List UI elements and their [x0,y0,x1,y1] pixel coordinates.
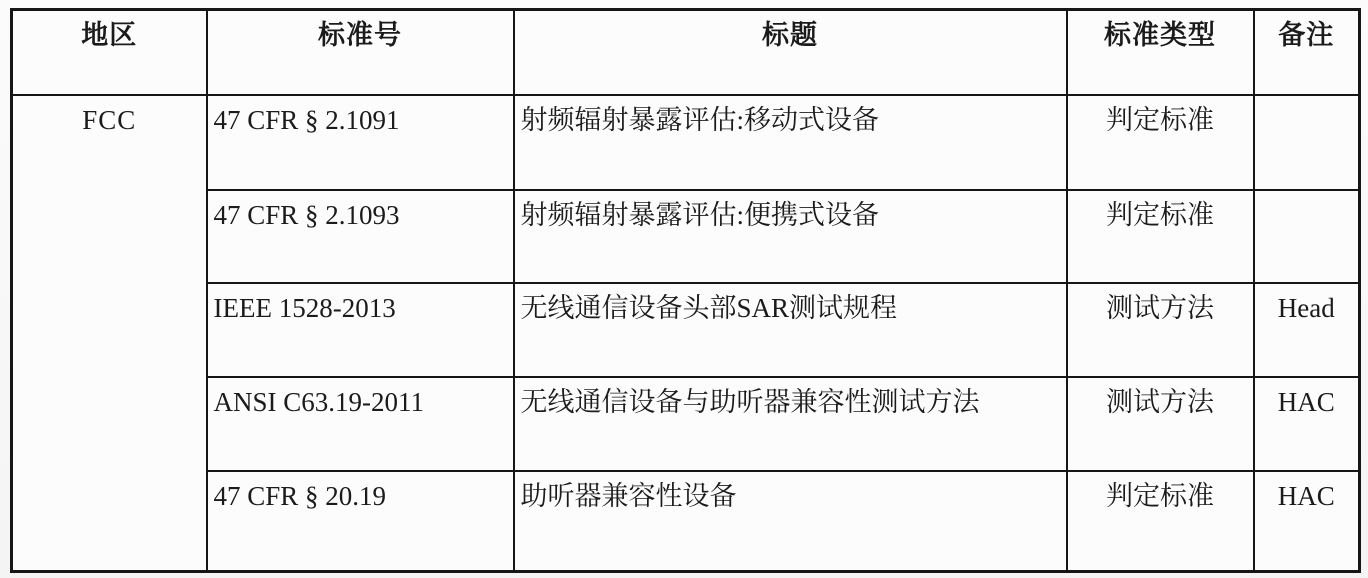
remark-cell [1254,190,1360,283]
standard-number-cell: 47 CFR § 2.1093 [207,190,514,283]
header-remark: 备注 [1254,10,1360,95]
standard-type-cell: 判定标准 [1067,190,1254,283]
remark-cell [1254,95,1360,190]
table-row [12,471,1360,572]
standard-type-cell: 测试方法 [1067,377,1254,471]
table-header-row [12,10,1360,95]
title-cell: 射频辐射暴露评估:便携式设备 [514,190,1067,283]
header-standard-type: 标准类型 [1067,10,1254,95]
title-cell: 助听器兼容性设备 [514,471,1067,572]
standard-number-cell: 47 CFR § 2.1091 [207,95,514,190]
title-cell: 射频辐射暴露评估:移动式设备 [514,95,1067,190]
remark-cell: HAC [1254,471,1360,572]
standard-type-cell: 判定标准 [1067,95,1254,190]
region-group-cell: FCC [12,95,207,572]
header-standard-number: 标准号 [207,10,514,95]
standard-number-cell: 47 CFR § 20.19 [207,471,514,572]
remark-cell: Head [1254,283,1360,377]
table-row [12,283,1360,377]
table-row [12,95,1360,190]
standard-type-cell: 测试方法 [1067,283,1254,377]
title-cell: 无线通信设备头部SAR测试规程 [514,283,1067,377]
table-row [12,190,1360,283]
standard-number-cell: ANSI C63.19-2011 [207,377,514,471]
title-cell: 无线通信设备与助听器兼容性测试方法 [514,377,1067,471]
standards-table [10,8,1361,573]
header-region: 地区 [12,10,207,95]
header-title: 标题 [514,10,1067,95]
remark-cell: HAC [1254,377,1360,471]
standard-type-cell: 判定标准 [1067,471,1254,572]
table-row [12,377,1360,471]
standard-number-cell: IEEE 1528-2013 [207,283,514,377]
